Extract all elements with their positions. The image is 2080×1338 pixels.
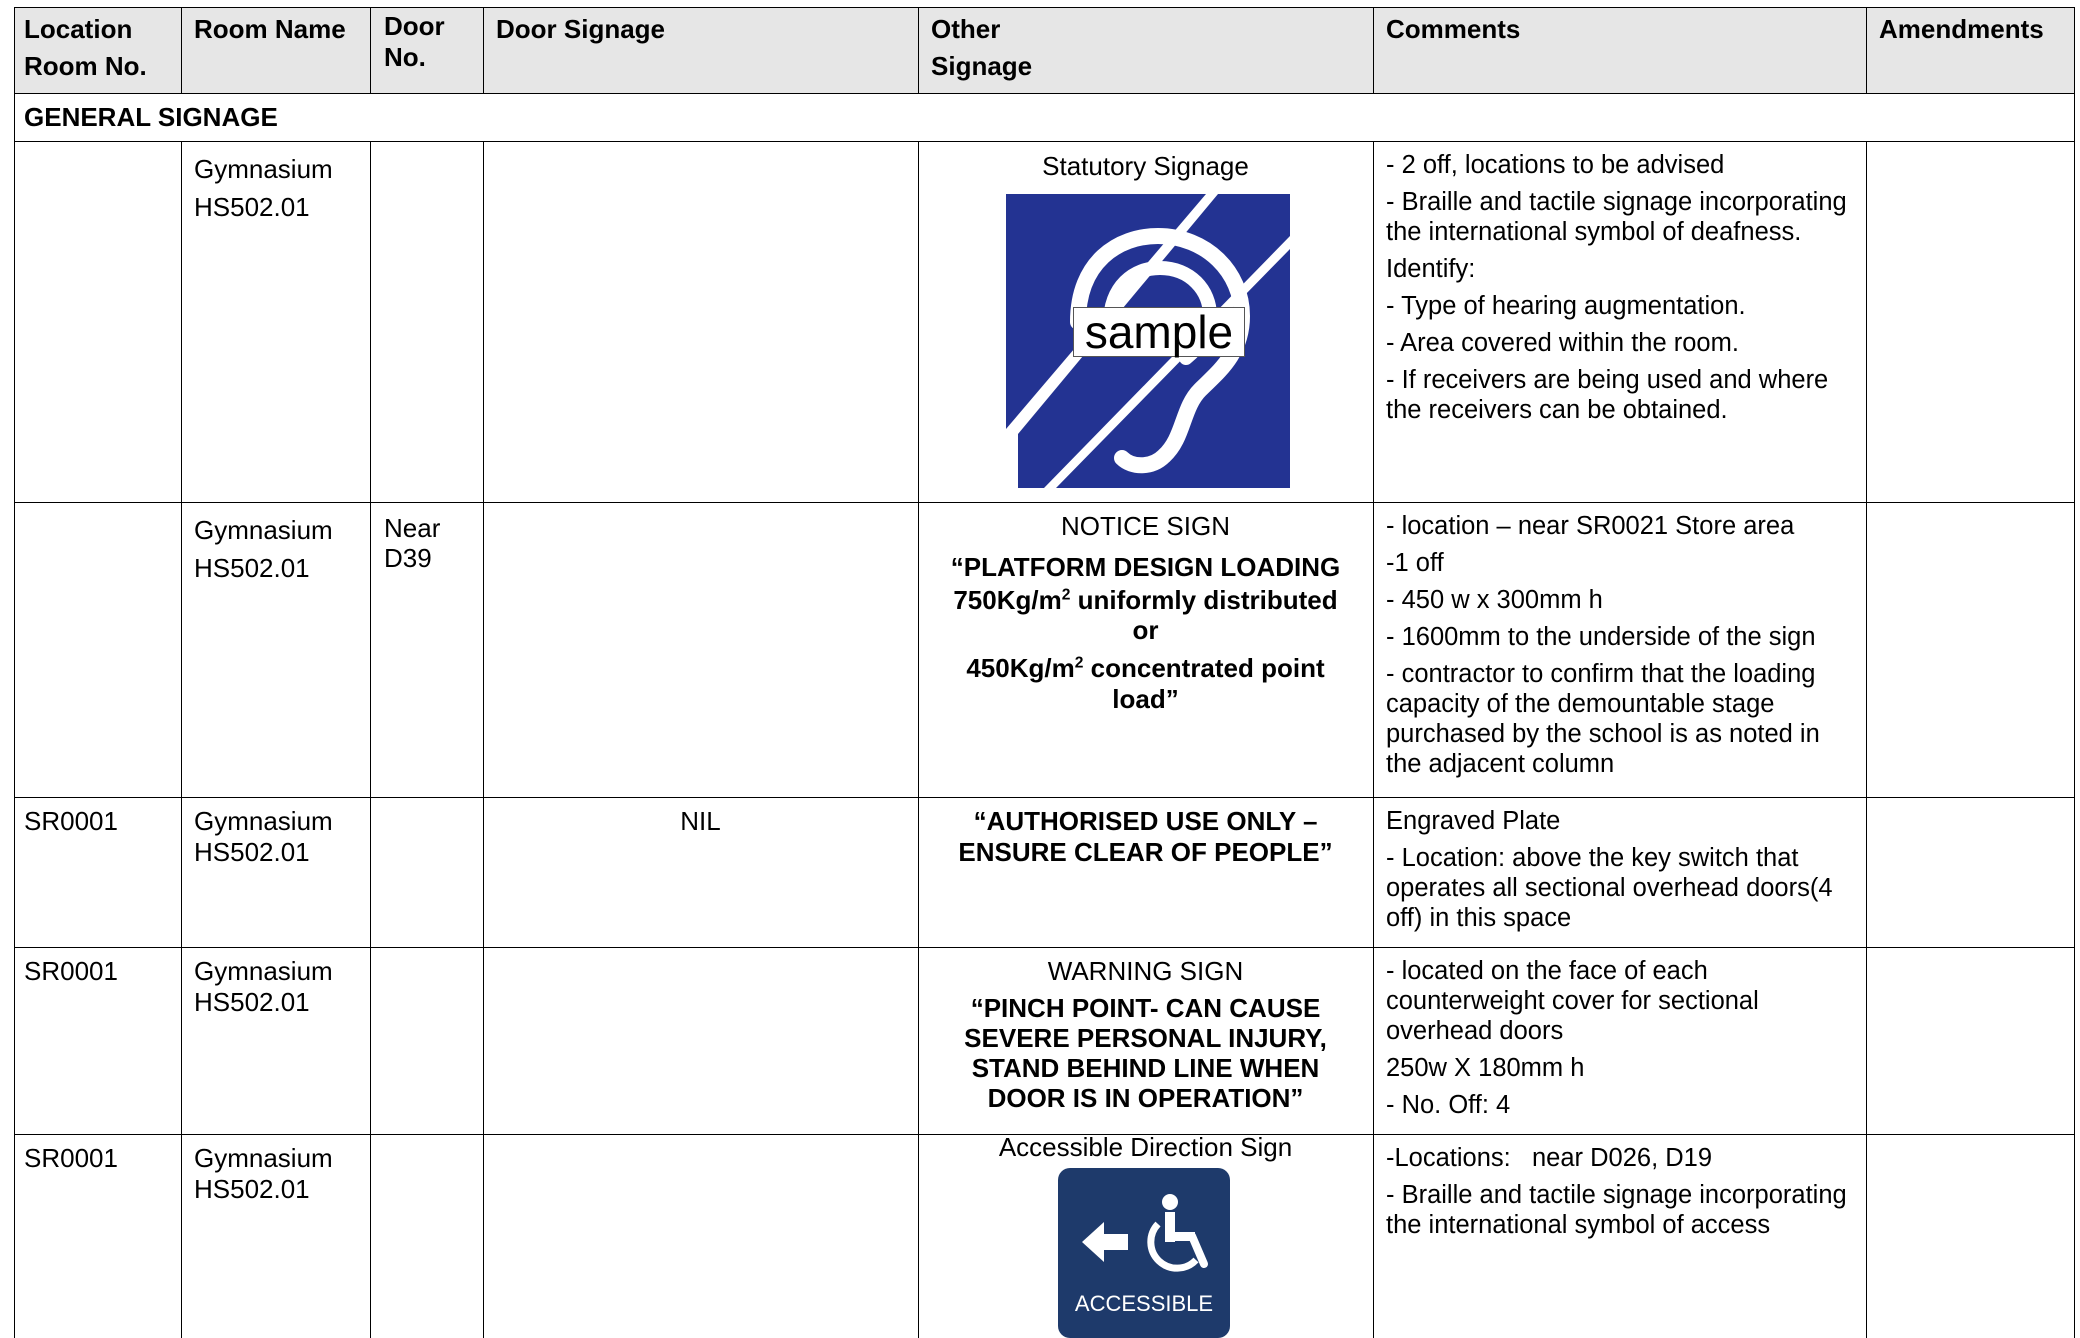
room-name-cell	[194, 511, 333, 587]
comment-line: Engraved Plate	[1386, 807, 1561, 835]
location-cell: SR0001	[24, 1143, 118, 1173]
column-divider	[1373, 141, 1374, 1338]
column-divider	[370, 7, 371, 93]
warning-line: DOOR IS IN OPERATION”	[987, 1083, 1304, 1113]
notice-sign-text	[918, 550, 1373, 714]
row-divider	[14, 947, 2074, 948]
notice-line: or	[1132, 615, 1159, 645]
header-amendments: Amendments	[1879, 14, 2044, 44]
room-name-cell	[194, 806, 333, 868]
room-name-line1: Gymnasium	[194, 1143, 333, 1173]
room-name-line2: HS502.01	[194, 987, 310, 1017]
warning-line: STAND BEHIND LINE WHEN	[971, 1053, 1320, 1083]
room-name-line2: HS502.01	[194, 1174, 310, 1204]
notice-line: “PLATFORM DESIGN LOADING	[950, 552, 1341, 582]
row-divider	[14, 502, 2074, 503]
door-no-line1: Near	[384, 513, 441, 543]
comments-cell	[1386, 150, 1861, 432]
row-divider	[14, 93, 2074, 94]
room-name-line2: HS502.01	[194, 192, 310, 222]
comment-line: - 1600mm to the underside of the sign	[1386, 623, 1816, 651]
comments-cell	[1386, 511, 1861, 786]
column-divider	[1373, 7, 1374, 93]
column-divider	[1866, 141, 1867, 1338]
column-divider	[918, 7, 919, 93]
header-door-no-line1: Door	[384, 11, 445, 41]
other-signage-line: ENSURE CLEAR OF PEOPLE”	[958, 837, 1333, 867]
header-other-line2: Signage	[931, 51, 1033, 81]
section-title: GENERAL SIGNAGE	[24, 102, 278, 132]
accessible-sign-label: ACCESSIBLE	[1074, 1291, 1214, 1316]
room-name-line2: HS502.01	[194, 553, 310, 583]
comment-line: - If receivers are being used and where the receivers can be obtained.	[1386, 366, 1829, 424]
comment-line: - No. Off: 4	[1386, 1091, 1511, 1119]
room-name-cell	[194, 150, 333, 226]
room-name-line2: HS502.01	[194, 837, 310, 867]
comment-line: Identify:	[1386, 255, 1476, 283]
header-location-line2: Room No.	[24, 51, 147, 81]
sample-watermark-label: sample	[1073, 307, 1245, 357]
comment-line: - location – near SR0021 Store area	[1386, 512, 1795, 540]
comment-line: -1 off	[1386, 549, 1444, 577]
warning-line: “PINCH POINT- CAN CAUSE	[970, 993, 1321, 1023]
other-signage-title: NOTICE SIGN	[1060, 511, 1230, 541]
other-signage-title: WARNING SIGN	[1047, 956, 1244, 986]
location-cell: SR0001	[24, 806, 118, 836]
location-cell: SR0001	[24, 956, 118, 986]
warning-sign-text	[918, 993, 1373, 1113]
comment-line: - Braille and tactile signage incorporating the international symbol of deafness.	[1386, 188, 1847, 246]
room-name-cell	[194, 956, 333, 1018]
accessible-symbol-graphic	[1058, 1168, 1230, 1288]
room-name-line1: Gymnasium	[194, 154, 333, 184]
notice-line: load”	[1112, 684, 1179, 714]
comment-line: 250w X 180mm h	[1386, 1054, 1585, 1082]
header-door-signage: Door Signage	[496, 14, 666, 44]
column-divider	[370, 141, 371, 1338]
other-signage-line: “AUTHORISED USE ONLY –	[973, 806, 1318, 836]
header-location	[24, 11, 147, 85]
other-signage-title: Statutory Signage	[1042, 151, 1249, 181]
header-door-no-line2: No.	[384, 42, 426, 72]
room-name-cell	[194, 1143, 333, 1205]
row-divider	[14, 797, 2074, 798]
column-divider	[483, 141, 484, 1338]
other-signage-text	[918, 806, 1373, 868]
column-divider	[1866, 7, 1867, 93]
header-door-no	[384, 11, 445, 73]
column-divider	[181, 141, 182, 1338]
comment-line: -Locations: near D026, D19	[1386, 1144, 1713, 1172]
column-divider	[181, 7, 182, 93]
door-no-cell	[384, 513, 440, 573]
comment-line: - 450 w x 300mm h	[1386, 586, 1603, 614]
table-border-left	[14, 7, 15, 1338]
warning-line: SEVERE PERSONAL INJURY,	[964, 1023, 1327, 1053]
notice-line: $450Kg/m^2$ concentrated point	[966, 653, 1325, 683]
comment-line: - contractor to confirm that the loading capacity of the demountable stage purchased by the school is as noted in the adjacent column	[1386, 660, 1820, 778]
comment-line: - located on the face of each counterweight cover for sectional overhead doors	[1386, 957, 1759, 1045]
comment-line: - Area covered within the room.	[1386, 329, 1739, 357]
table-border-right	[2074, 7, 2075, 1338]
comments-cell	[1386, 1143, 1861, 1247]
room-name-line1: Gymnasium	[194, 515, 333, 545]
comments-cell	[1386, 806, 1861, 940]
door-signage-cell: NIL	[680, 806, 721, 836]
table-border-top	[14, 7, 2074, 8]
comment-line: - Braille and tactile signage incorporating the international symbol of access	[1386, 1181, 1847, 1239]
row-divider	[14, 141, 2074, 142]
comment-line: - Location: above the key switch that operates all sectional overhead doors(4 off) in this space	[1386, 844, 1833, 932]
header-comments: Comments	[1386, 14, 1521, 44]
comment-line: - Type of hearing augmentation.	[1386, 292, 1746, 320]
notice-line: $750Kg/m^2$ uniformly distributed	[953, 585, 1338, 615]
column-divider	[483, 7, 484, 93]
other-signage-title: Accessible Direction Sign	[998, 1132, 1293, 1162]
header-other-line1: Other	[931, 14, 1001, 44]
comment-line: - 2 off, locations to be advised	[1386, 151, 1725, 179]
header-location-line1: Location	[24, 14, 133, 44]
header-room-name: Room Name	[194, 14, 346, 44]
comments-cell	[1386, 956, 1861, 1127]
room-name-line1: Gymnasium	[194, 806, 333, 836]
header-other-signage	[931, 11, 1032, 85]
door-no-line2: D39	[384, 543, 432, 573]
room-name-line1: Gymnasium	[194, 956, 333, 986]
